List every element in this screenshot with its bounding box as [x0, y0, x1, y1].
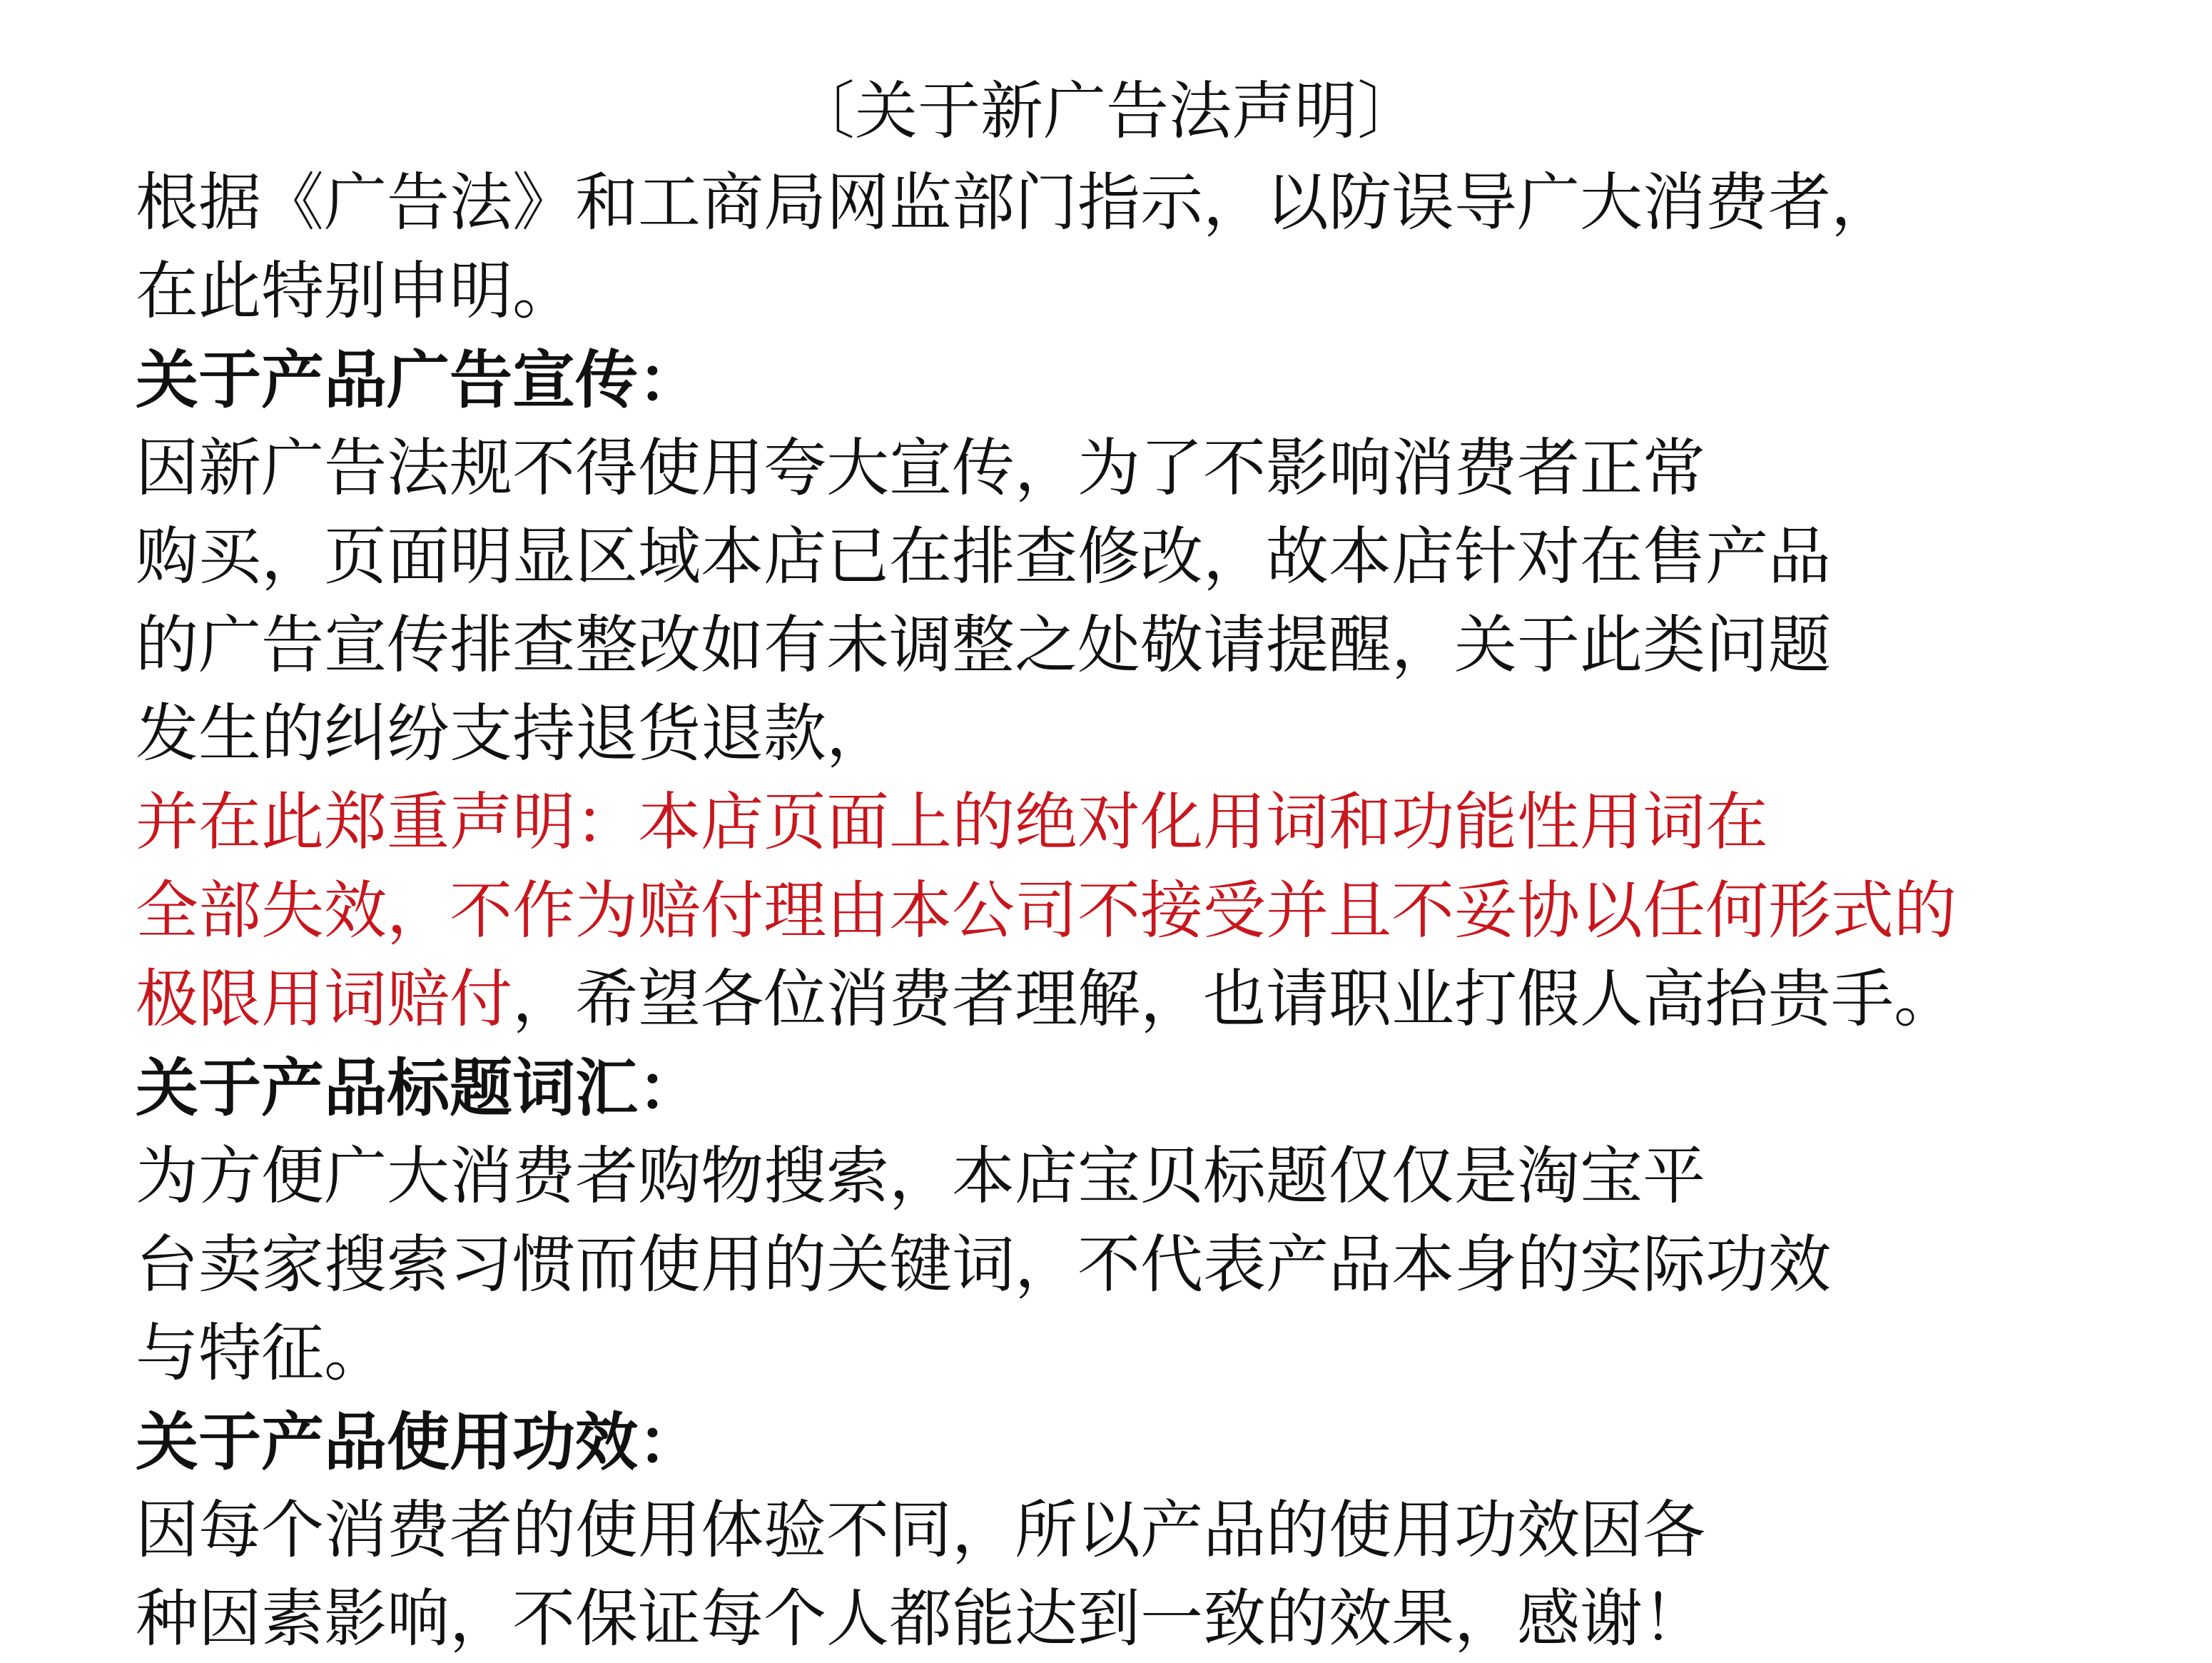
section-heading-title-words: 关于产品标题词汇：	[136, 1051, 701, 1125]
section-heading-ad-promotion: 关于产品广告宣传：	[136, 343, 701, 417]
paragraph-text: ，希望各位消费者理解，也请职业打假人高抬贵手。	[512, 962, 1957, 1036]
paragraph-line: 的广告宣传排查整改如有未调整之处敬请提醒，关于此类问题	[136, 608, 1832, 682]
highlight-line: 并在此郑重声明：本店页面上的绝对化用词和功能性用词在	[136, 785, 1769, 859]
section-heading-usage-effect: 关于产品使用功效：	[136, 1405, 701, 1479]
paragraph-line: 为方便广大消费者购物搜索，本店宝贝标题仅仅是淘宝平	[136, 1139, 1706, 1213]
intro-line: 根据《广告法》和工商局网监部门指示，以防误导广大消费者，	[136, 166, 1894, 239]
paragraph-line: 与特征。	[136, 1316, 387, 1390]
paragraph-line: 购买，页面明显区域本店已在排查修改，故本店针对在售产品	[136, 520, 1832, 593]
page-title: 〔关于新广告法声明〕	[791, 74, 1420, 148]
highlight-text: 极限用词赔付	[136, 962, 513, 1036]
intro-line: 在此特别申明。	[136, 254, 576, 328]
mixed-line	[136, 955, 2191, 1043]
paragraph-line: 发生的纠纷支持退货退款，	[136, 697, 890, 770]
paragraph-line: 因新广告法规不得使用夸大宣传，为了不影响消费者正常	[136, 431, 1706, 505]
paragraph-line: 因每个消费者的使用体验不同，所以产品的使用功效因各	[136, 1493, 1706, 1567]
highlight-line: 全部失效，不作为赔付理由本公司不接受并且不妥协以任何形式的	[136, 874, 1957, 947]
paragraph-line: 台卖家搜索习惯而使用的关键词，不代表产品本身的实际功效	[136, 1228, 1832, 1301]
notice-body	[136, 158, 2191, 1663]
paragraph-line: 种因素影响，不保证每个人都能达到一致的效果，感谢！	[136, 1582, 1706, 1655]
